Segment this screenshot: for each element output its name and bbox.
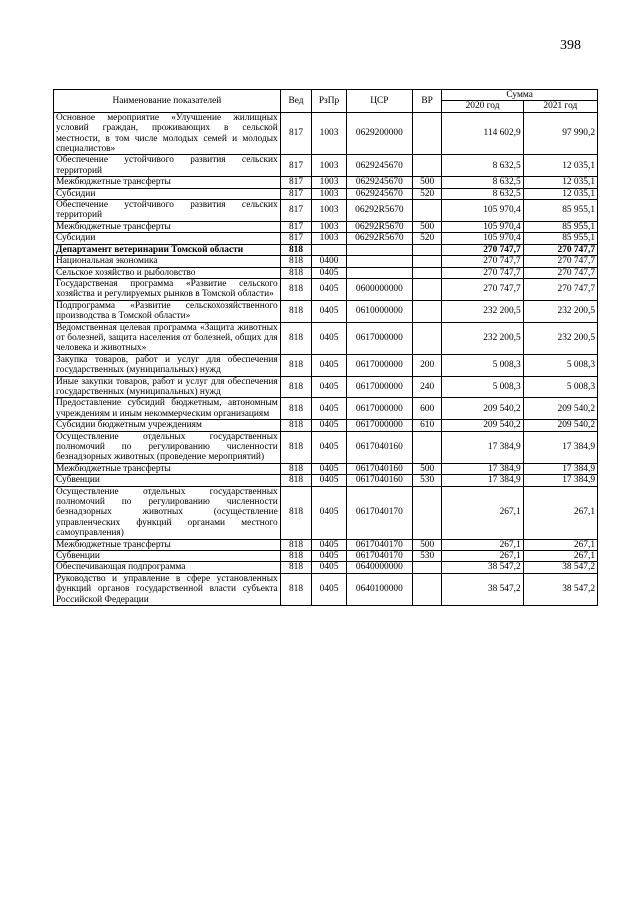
cell-rzpr: 0405 xyxy=(312,267,347,278)
cell-sum-2020: 38 547,2 xyxy=(442,573,523,605)
cell-csr: 0617040160 xyxy=(346,463,412,474)
cell-sum-2021: 232 200,5 xyxy=(523,322,597,354)
cell-sum-2020: 270 747,7 xyxy=(442,244,523,255)
cell-rzpr: 0405 xyxy=(312,354,347,376)
cell-sum-2021: 270 747,7 xyxy=(523,244,597,255)
cell-name: Иные закупки товаров, работ и услуг для обеспечения государственных (муниципальных) нужд xyxy=(54,376,281,398)
cell-sum-2020: 105 970,4 xyxy=(442,233,523,244)
cell-ved: 817 xyxy=(280,155,312,177)
cell-sum-2021: 38 547,2 xyxy=(523,573,597,605)
cell-vr xyxy=(412,573,441,605)
column-header-rzpr: РзПр xyxy=(312,90,347,113)
cell-rzpr: 0400 xyxy=(312,256,347,267)
cell-rzpr xyxy=(312,244,347,255)
cell-ved: 818 xyxy=(280,376,312,398)
table-row xyxy=(54,431,598,463)
cell-rzpr: 1003 xyxy=(312,155,347,177)
cell-csr: 0629200000 xyxy=(346,112,412,155)
cell-name: Обеспечение устойчивого развития сельских территорий xyxy=(54,200,281,222)
column-header-2020: 2020 год xyxy=(442,101,523,112)
cell-name: Субсидии бюджетным учреждениям xyxy=(54,420,281,431)
cell-sum-2021: 38 547,2 xyxy=(523,562,597,573)
cell-sum-2020: 5 008,3 xyxy=(442,354,523,376)
cell-name: Субсидии xyxy=(54,188,281,199)
cell-ved: 818 xyxy=(280,278,312,300)
cell-vr xyxy=(412,278,441,300)
cell-name: Межбюджетные трансферты xyxy=(54,221,281,232)
cell-ved: 817 xyxy=(280,112,312,155)
cell-sum-2020: 105 970,4 xyxy=(442,200,523,222)
cell-rzpr: 1003 xyxy=(312,200,347,222)
cell-csr: 0629245670 xyxy=(346,188,412,199)
cell-vr: 610 xyxy=(412,420,441,431)
table-row xyxy=(54,354,598,376)
cell-name: Обеспечивающая подпрограмма xyxy=(54,562,281,573)
cell-csr: 0617040170 xyxy=(346,551,412,562)
cell-sum-2020: 17 384,9 xyxy=(442,475,523,486)
table-row xyxy=(54,155,598,177)
cell-csr: 0617000000 xyxy=(346,398,412,420)
table-row xyxy=(54,177,598,188)
table-row xyxy=(54,486,598,539)
cell-ved: 818 xyxy=(280,244,312,255)
cell-vr xyxy=(412,267,441,278)
cell-name: Ведомственная целевая программа «Защита животных от болезней, защита населения от болезней, общих для человека и животных» xyxy=(54,322,281,354)
cell-rzpr: 0405 xyxy=(312,278,347,300)
cell-sum-2021: 17 384,9 xyxy=(523,431,597,463)
cell-vr: 500 xyxy=(412,177,441,188)
cell-ved: 818 xyxy=(280,398,312,420)
cell-rzpr: 1003 xyxy=(312,233,347,244)
column-header-vr: ВР xyxy=(412,90,441,113)
cell-ved: 818 xyxy=(280,551,312,562)
cell-name: Руководство и управление в сфере установленных функций органов государственной власти субъекта Российской Федерации xyxy=(54,573,281,605)
cell-ved: 817 xyxy=(280,233,312,244)
cell-vr xyxy=(412,486,441,539)
table-row xyxy=(54,573,598,605)
cell-sum-2020: 17 384,9 xyxy=(442,431,523,463)
cell-sum-2020: 267,1 xyxy=(442,551,523,562)
cell-rzpr: 1003 xyxy=(312,188,347,199)
cell-vr xyxy=(412,562,441,573)
cell-name: Национальная экономика xyxy=(54,256,281,267)
cell-name: Субвенции xyxy=(54,551,281,562)
cell-rzpr: 1003 xyxy=(312,221,347,232)
cell-sum-2021: 12 035,1 xyxy=(523,177,597,188)
cell-rzpr: 0405 xyxy=(312,539,347,550)
cell-csr: 0617040160 xyxy=(346,431,412,463)
cell-name: Субсидии xyxy=(54,233,281,244)
cell-vr xyxy=(412,200,441,222)
cell-name: Межбюджетные трансферты xyxy=(54,463,281,474)
cell-sum-2021: 17 384,9 xyxy=(523,475,597,486)
cell-csr: 0629245670 xyxy=(346,177,412,188)
cell-vr: 200 xyxy=(412,354,441,376)
cell-sum-2020: 5 008,3 xyxy=(442,376,523,398)
cell-ved: 818 xyxy=(280,431,312,463)
column-header-name: Наименование показателей xyxy=(54,90,281,113)
cell-sum-2020: 209 540,2 xyxy=(442,420,523,431)
column-header-ved: Вед xyxy=(280,90,312,113)
cell-csr xyxy=(346,267,412,278)
cell-sum-2020: 270 747,7 xyxy=(442,256,523,267)
cell-csr: 06292R5670 xyxy=(346,221,412,232)
cell-ved: 818 xyxy=(280,420,312,431)
cell-ved: 818 xyxy=(280,267,312,278)
cell-vr: 500 xyxy=(412,221,441,232)
cell-sum-2020: 270 747,7 xyxy=(442,278,523,300)
cell-sum-2020: 38 547,2 xyxy=(442,562,523,573)
cell-rzpr: 0405 xyxy=(312,376,347,398)
cell-sum-2021: 270 747,7 xyxy=(523,256,597,267)
cell-csr: 0617040160 xyxy=(346,475,412,486)
cell-sum-2020: 114 602,9 xyxy=(442,112,523,155)
cell-rzpr: 0405 xyxy=(312,300,347,322)
cell-name: Сельское хозяйство и рыболовство xyxy=(54,267,281,278)
cell-vr xyxy=(412,431,441,463)
table-row xyxy=(54,300,598,322)
cell-sum-2021: 5 008,3 xyxy=(523,376,597,398)
cell-name: Основное мероприятие «Улучшение жилищных условий граждан, проживающих в сельской местности, в том числе молодых семей и молодых специалистов» xyxy=(54,112,281,155)
cell-sum-2021: 12 035,1 xyxy=(523,188,597,199)
cell-vr xyxy=(412,244,441,255)
cell-sum-2020: 267,1 xyxy=(442,539,523,550)
cell-sum-2021: 267,1 xyxy=(523,486,597,539)
budget-table xyxy=(53,89,598,606)
cell-name: Осуществление отдельных государственных полномочий по регулированию численности безнадзорных животных (проведение мероприятий) xyxy=(54,431,281,463)
cell-ved: 818 xyxy=(280,539,312,550)
cell-rzpr: 0405 xyxy=(312,398,347,420)
table-row xyxy=(54,475,598,486)
cell-csr: 06292R5670 xyxy=(346,233,412,244)
cell-ved: 817 xyxy=(280,177,312,188)
cell-vr: 530 xyxy=(412,551,441,562)
cell-rzpr: 0405 xyxy=(312,486,347,539)
cell-rzpr: 0405 xyxy=(312,420,347,431)
table-row xyxy=(54,112,598,155)
cell-ved: 817 xyxy=(280,188,312,199)
table-row xyxy=(54,188,598,199)
table-row xyxy=(54,539,598,550)
cell-csr: 0617040170 xyxy=(346,486,412,539)
cell-name: Государственая программа «Развитие сельского хозяйства и регулируемых рынков в Томской области» xyxy=(54,278,281,300)
table-row xyxy=(54,221,598,232)
cell-ved: 818 xyxy=(280,562,312,573)
cell-csr: 0617040170 xyxy=(346,539,412,550)
cell-sum-2020: 232 200,5 xyxy=(442,322,523,354)
cell-sum-2020: 8 632,5 xyxy=(442,177,523,188)
table-row xyxy=(54,256,598,267)
cell-name: Департамент ветеринарии Томской области xyxy=(54,244,281,255)
cell-sum-2020: 267,1 xyxy=(442,486,523,539)
table-row xyxy=(54,233,598,244)
cell-sum-2021: 5 008,3 xyxy=(523,354,597,376)
cell-sum-2021: 270 747,7 xyxy=(523,278,597,300)
cell-rzpr: 0405 xyxy=(312,573,347,605)
cell-vr xyxy=(412,155,441,177)
cell-rzpr: 0405 xyxy=(312,463,347,474)
table-row xyxy=(54,244,598,255)
cell-sum-2021: 209 540,2 xyxy=(523,420,597,431)
cell-csr: 0640100000 xyxy=(346,573,412,605)
cell-vr: 500 xyxy=(412,463,441,474)
cell-rzpr: 0405 xyxy=(312,322,347,354)
table-row xyxy=(54,551,598,562)
cell-sum-2021: 209 540,2 xyxy=(523,398,597,420)
table-row xyxy=(54,200,598,222)
cell-vr: 530 xyxy=(412,475,441,486)
cell-rzpr: 0405 xyxy=(312,551,347,562)
page-number: 398 xyxy=(560,38,581,53)
cell-sum-2021: 85 955,1 xyxy=(523,221,597,232)
cell-vr: 600 xyxy=(412,398,441,420)
cell-vr xyxy=(412,300,441,322)
cell-sum-2021: 267,1 xyxy=(523,539,597,550)
cell-sum-2021: 17 384,9 xyxy=(523,463,597,474)
cell-rzpr: 0405 xyxy=(312,431,347,463)
cell-csr: 0640000000 xyxy=(346,562,412,573)
cell-ved: 818 xyxy=(280,463,312,474)
cell-sum-2021: 97 990,2 xyxy=(523,112,597,155)
cell-ved: 818 xyxy=(280,354,312,376)
cell-vr xyxy=(412,322,441,354)
cell-name: Подпрограмма «Развитие сельскохозяйственного производства в Томской области» xyxy=(54,300,281,322)
cell-vr: 520 xyxy=(412,233,441,244)
cell-sum-2021: 270 747,7 xyxy=(523,267,597,278)
column-header-sum: Сумма xyxy=(442,90,598,101)
cell-csr: 0617000000 xyxy=(346,354,412,376)
table-row xyxy=(54,267,598,278)
cell-sum-2020: 105 970,4 xyxy=(442,221,523,232)
table-row xyxy=(54,398,598,420)
table-row xyxy=(54,322,598,354)
table-row xyxy=(54,376,598,398)
table-row xyxy=(54,420,598,431)
cell-csr xyxy=(346,256,412,267)
cell-ved: 818 xyxy=(280,256,312,267)
column-header-csr: ЦСР xyxy=(346,90,412,113)
cell-rzpr: 1003 xyxy=(312,112,347,155)
cell-ved: 818 xyxy=(280,486,312,539)
cell-ved: 818 xyxy=(280,322,312,354)
cell-csr: 06292R5670 xyxy=(346,200,412,222)
cell-csr: 0617000000 xyxy=(346,322,412,354)
cell-rzpr: 0405 xyxy=(312,475,347,486)
cell-name: Закупка товаров, работ и услуг для обеспечения государственных (муниципальных) нужд xyxy=(54,354,281,376)
cell-ved: 818 xyxy=(280,573,312,605)
column-header-2021: 2021 год xyxy=(523,101,597,112)
cell-name: Предоставление субсидий бюджетным, автономным учреждениям и иным некоммерческим организациям xyxy=(54,398,281,420)
cell-vr xyxy=(412,112,441,155)
cell-csr: 0617000000 xyxy=(346,376,412,398)
cell-sum-2020: 8 632,5 xyxy=(442,188,523,199)
cell-csr: 0617000000 xyxy=(346,420,412,431)
cell-sum-2020: 232 200,5 xyxy=(442,300,523,322)
cell-ved: 817 xyxy=(280,221,312,232)
cell-sum-2021: 267,1 xyxy=(523,551,597,562)
cell-sum-2020: 17 384,9 xyxy=(442,463,523,474)
cell-csr xyxy=(346,244,412,255)
table-row xyxy=(54,278,598,300)
cell-name: Обеспечение устойчивого развития сельских территорий xyxy=(54,155,281,177)
table-header xyxy=(54,90,598,113)
cell-csr: 0610000000 xyxy=(346,300,412,322)
cell-ved: 818 xyxy=(280,475,312,486)
table-row xyxy=(54,562,598,573)
cell-rzpr: 1003 xyxy=(312,177,347,188)
cell-sum-2021: 85 955,1 xyxy=(523,200,597,222)
cell-name: Осуществление отдельных государственных полномочий по регулированию численности безнадзорных животных (осуществление управленческих функций органами местного самоуправления) xyxy=(54,486,281,539)
cell-sum-2021: 12 035,1 xyxy=(523,155,597,177)
cell-csr: 0600000000 xyxy=(346,278,412,300)
cell-vr: 520 xyxy=(412,188,441,199)
cell-sum-2020: 270 747,7 xyxy=(442,267,523,278)
cell-sum-2021: 85 955,1 xyxy=(523,233,597,244)
cell-ved: 818 xyxy=(280,300,312,322)
table-body xyxy=(54,112,598,605)
table-row xyxy=(54,463,598,474)
cell-name: Субвенции xyxy=(54,475,281,486)
cell-vr xyxy=(412,256,441,267)
cell-name: Межбюджетные трансферты xyxy=(54,177,281,188)
cell-rzpr: 0405 xyxy=(312,562,347,573)
cell-vr: 240 xyxy=(412,376,441,398)
cell-vr: 500 xyxy=(412,539,441,550)
cell-sum-2020: 209 540,2 xyxy=(442,398,523,420)
cell-sum-2020: 8 632,5 xyxy=(442,155,523,177)
cell-csr: 0629245670 xyxy=(346,155,412,177)
cell-ved: 817 xyxy=(280,200,312,222)
cell-name: Межбюджетные трансферты xyxy=(54,539,281,550)
cell-sum-2021: 232 200,5 xyxy=(523,300,597,322)
